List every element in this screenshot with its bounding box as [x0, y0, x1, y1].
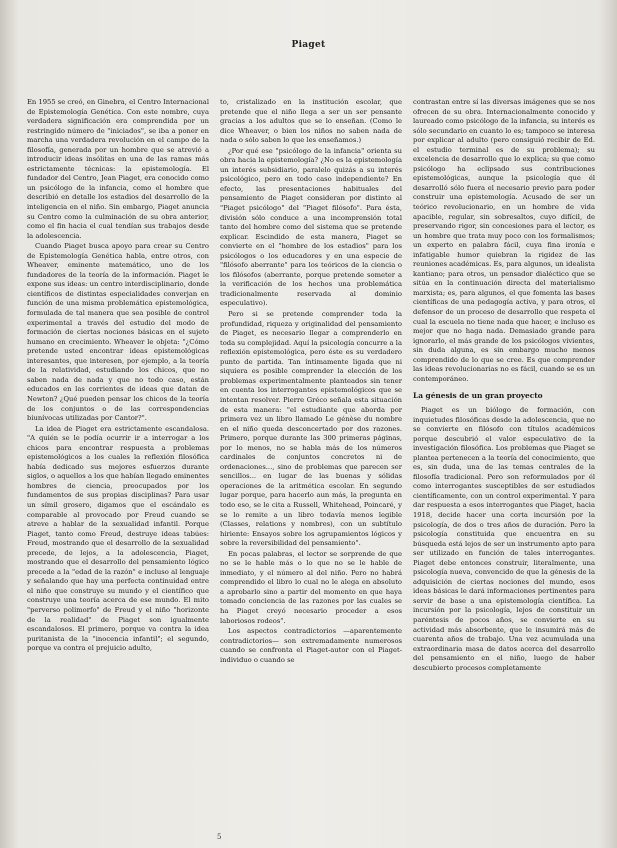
paragraph: Cuando Piaget busca apoyo para crear su Centro de Epistemología Genética habla, entre otros, con Wheaver, eminente matemático, uno de los fundadores de la teoría de la información. Piaget le expone sus ideas: un centro interdisciplinario, donde científicos de distintas especialidades converjan en función de una misma problemática epistemológica, formulada de tal manera que sea posible de control experimental a través del estudio del modo de formación de ciertas nociones básicas en el sujeto humano en crecimiento. Wheaver le objeta: "¿Cómo pretende usted encontrar ideas epistemológicas interesantes, que interesen, por ejemplo, a la teoría de la relatividad, estudiando los chicos, que no saben nada de nada y que no todo caso, están educados en las corrientes de ideas que datan de Newton? ¿Qué pueden pensar los chicos de la teoría de los conjuntos o de las correspondencias biunívocas utilizadas por Cantor?".: [27, 242, 209, 423]
text-column-2: [220, 98, 402, 665]
page-number: 5: [217, 833, 222, 841]
section-heading: La génesis de un gran proyecto: [413, 391, 543, 401]
paragraph: En pocas palabras, el lector se sorprende de que no se le hable más o lo que no se le hable de inmediato, y el número al del niño. Pero no habrá comprendido el libro lo cual no le alega en absoluto a aprobarlo sino a partir del momento en que haya tomado conciencia de las razones por las cuales se ha Piaget creyó necesario proceder a esos laboriosos rodeos".: [220, 549, 402, 625]
running-head-title: Piaget: [291, 40, 326, 50]
paragraph: Piaget es un biólogo de formación, con inquietudes filosóficas desde la adolescencia, que no se convierte en filósofo con títulos académicos porque descubrió el valor especulativo de la investigación filosófica. Los problemas que Piaget se plantea pertenecen a la teoría del conocimiento, que es, sin duda, una de las temas centrales de la filosofía tradicional. Pero son reformulados por él como interrogantes susceptibles de ser estudiados científicamente, con un control experimental. Y para dar respuesta a esos interrogantes que Piaget, hacia 1918, decide hacer una corta incursión por la psicología, de dos o tres años de duración. Pero la psicología constituida que encuentra en su búsqueda está lejos de ser un instrumento apto para ser utilizado en función de tales interrogantes. Piaget debe entonces construir, literalmente, una psicología nueva, convencido de que la génesis de la adquisición de ciertas nociones del mundo, esos ideas básicas le dará informaciones pertinentes para servir de base a una epistemología científica. La incursión por la psicología, lejos de constituir un paréntesis de pocos años, se convierte en su actividad más absorbente, que le insumirá más de cuarenta años de trabajo. Una vez acumulada una extraordinaria masa de datos acerca del desarrollo del pensamiento en el niño, luego de haber descubierto procesos completamente: [413, 405, 595, 672]
text-column-3: [413, 98, 595, 673]
paragraph: En 1955 se creó, en Ginebra, el Centro Internacional de Epistemología Genética. Con este nombre, cuya verdadera significación era comprendida por un restringido número de "iniciados", se iba a poner en marcha una verdadera revolución en el campo de la filosofía, generada por un hombre que se atrevió a introducir ideas insólitas en una de las ramas más estrictamente técnicas: la epistemología. El fundador del Centro, Jean Piaget, era conocido como un psicólogo de la infancia, como el hombre que describió en detalle los estadios del desarrollo de la inteligencia en el niño. Sin embargo, Piaget anuncia su Centro como la culminación de su obra anterior, como el fin hacia el cual tendían sus trabajos desde la adolescencia.: [27, 98, 209, 240]
paragraph: La idea de Piaget era estrictamente escandalosa. "A quién se le podía ocurrir ir a interrogar a los chicos para encontrar respuesta a problemas epistemológicos a los cuales la reflexión filosófica había dedicado sus mejores esfuerzos durante siglos, o aquellos a los que habían llegado eminentes hombres de ciencia, preocupados por los fundamentos de sus propias disciplinas? Para usar un símil grosero, digamos que el escándalo es comparable al provocado por Freud cuando se atreve a hablar de la sexualidad infantil. Porque Piaget, tanto como Freud, destruye ideas tabúes: Freud, mostrando que el desarrollo de la sexualidad precede, de lejos, a la adolescencia, Piaget, mostrando que el desarrollo del pensamiento lógico precede a la "edad de la razón" e incluso al lenguaje y señalando que hay una perfecta continuidad entre el niño que construye su mundo y el científico que construye una teoría acerca de ese mundo. El mito "perverso polimorfo" de Freud y el niño "horizonte de la realidad" de Piaget son igualmente escandalosos. El primero, porque va contra la idea puritanista de la "inocencia infantil"; el segundo, porque va contra el prejuicio adulto,: [27, 424, 209, 653]
paragraph: Pero si se pretende comprender toda la profundidad, riqueza y originalidad del pensamiento de Piaget, es necesario llegar a comprenderlo en toda su complejidad. Aquí la psicología concurre a la reflexión epistemológica, pero éste es su verdadero punto de partida. Tan íntimamente ligada que ni siquiera es posible comprender la elección de los problemas experimentalmente planteados sin tener en cuenta los interrogantes epistemológicos que se intentan resolver. Pierre Gréco señala esta situación de esta manera: "el estudiante que aborda por primera vez un libro llamado Le génèse du nombre en el niño queda desconcertado por dos razones. Primero, porque durante las 300 primeras páginas, por lo menos, no se habla más de los números cardinales de conjuntos concretos ni de ordenaciones..., sino de problemas que parecen ser sencillos... en lugar de las buenas y sólidas operaciones de la aritmética escolar. En segundo lugar porque, para hacerlo aun más, la pregunta en todo eso, se le cita a Russell, Whitehead, Poincaré, y se lo remite a un libro todavía menos legible (Classes, relations y nombres), con un subtítulo hiriente: Ensayos sobre los agrupamientos lógicos y sobre la reversibilidad del pensamiento".: [220, 310, 402, 548]
paragraph: contrastan entre sí las diversas imágenes que se nos ofrecen de su obra. Internacionalmente conocido y laureado como psicólogo de la infancia, su interés es sólo secundario en cuanto lo es; tampoco se interesa por explicar al adulto (pero consiguió recibir de Ed. el estudio terminal es de su problema); su excelencia de desarrollo que lo explica; su que como psicólogo ha eclipsado sus contribuciones epistemológicas, aunque la psicología que él desarrolló sólo fuera el necesario previo para poder construir una epistemología. Acusado de ser un teórico revolucionario, en un hombre de vida apacible, regular, sin sobresaltos, cuyo difícil, de preservando rigor, sin concesiones para el lector, es un hombre que trata muy poco con los formalismos; un experto en palabra fácil, cuya fina ironía e infatigable humor quiebran la rigidez de las reuniones académicas. Es, para algunos, un idealista kantiano; para otros, un pensador dialéctico que se sitúa en la continuación directa del materialismo marxista; es, para algunos, el que fomenta las bases científicas de una pedagogía activa, y para otros, el defensor de un proceso de desarrollo que respeta el cual la escuela no tiene nada que hacer, e incluso es mejor que no haga nada. Demasiado grande para ignorarlo, el más grande de los psicólogos vivientes, sin duda alguna, es sin embargo mucho menos comprendido de lo que se cree. Es que comprender las ideas revolucionarias no es fácil, cuando se es un contemporáneo.: [413, 98, 595, 383]
paragraph: Los aspectos contradictorios —aparentemente contradictorios— son extremadamente numerosos cuando se confronta el Piaget-autor con el Piaget-individuo o cuando se: [220, 627, 402, 664]
text-column-1: [27, 98, 209, 654]
paragraph: to, cristalizado en la institución escolar, que pretende que el niño llega a ser un ser pensante gracias a los adultos que se lo enseñan. (Como le dice Wheaver, o bien los niños no saben nada de nada o sólo saben lo que les enseñamos.): [220, 98, 402, 145]
paragraph: ¿Por qué ese "psicólogo de la infancia" orienta su obra hacia la epistemología? ¿No es la epistemología un interés subsidiario, paralelo quizás a su interés psicológico, pero en todo caso independiente? En efecto, las presentaciones habituales del pensamiento de Piaget consideran por distinto al "Piaget psicólogo" del "Piaget filósofo". Para ésta, división sólo conduce a una incomprensión total tanto del hombre como del sistema que se pretende explicar. Escindido de esta manera, Piaget se convierte en el "hombre de los estadios" para los psicólogos o los educadores y en una especie de "filósofo aberrante" para los teóricos de la ciencia o los filósofos (aberrante, porque pretende someter a la verificación de los hechos una problemática tradicionalmente reservada al dominio especulativo).: [220, 146, 402, 308]
